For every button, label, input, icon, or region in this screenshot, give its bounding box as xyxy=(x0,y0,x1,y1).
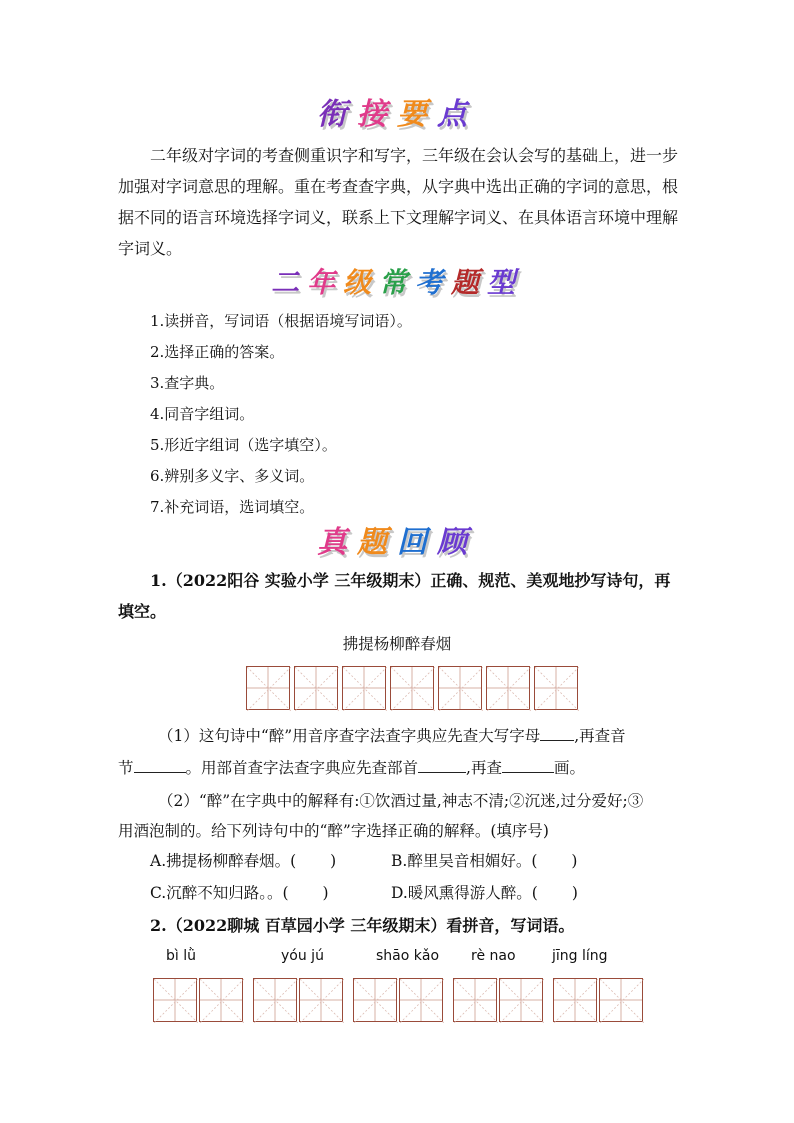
writing-cell[interactable] xyxy=(299,978,343,1022)
q1-sub1-text: ,再查 xyxy=(466,759,502,777)
pinyin-label: shāo kǎo xyxy=(376,948,440,964)
question-1-heading: 1.（2022阳谷 实验小学 三年级期末）正确、规范、美观地抄写诗句，再填空。 xyxy=(118,571,671,621)
writing-cell[interactable] xyxy=(499,978,543,1022)
writing-cell[interactable] xyxy=(438,666,482,710)
type-item: 6.辨别多义字、多义词。 xyxy=(150,467,315,485)
writing-cell[interactable] xyxy=(294,666,338,710)
poem-line: 拂提杨柳醉春烟 xyxy=(342,635,452,653)
word-grid xyxy=(253,978,343,1022)
option-text: B.醉里吴音相媚好。( xyxy=(391,852,538,870)
writing-cell[interactable] xyxy=(453,978,497,1022)
option-close: ) xyxy=(571,884,578,902)
writing-cell[interactable] xyxy=(486,666,530,710)
q1-sub1-line1 xyxy=(158,724,626,747)
q1-sub1-text: 画。 xyxy=(553,759,585,777)
q1-sub1-text: 。用部首查字法查字典应先查部首 xyxy=(185,759,419,777)
answer-blank[interactable] xyxy=(418,756,466,773)
type-item: 2.选择正确的答案。 xyxy=(150,343,285,361)
option-close: ) xyxy=(571,852,578,870)
pinyin-label: rè nao xyxy=(471,948,516,964)
pinyin-label: yóu jú xyxy=(281,948,324,964)
title-char: 题 xyxy=(451,266,488,299)
title-char: 二 xyxy=(270,266,307,299)
title-char: 真 xyxy=(317,525,357,560)
q1-sub1-text: （1）这句诗中“醉”用音序查字法查字典应先查大写字母 xyxy=(158,727,541,745)
title-char: 衔 xyxy=(317,97,357,132)
title-char: 顾 xyxy=(437,525,477,560)
intro-paragraph: 二年级对字词的考查侧重识字和写字，三年级在会认会写的基础上，进一步加强对字词意思的理解。重在考查查字典，从字典中选出正确的字词的意思，根据不同的语言环境选择字词义，联系上下文理解字词义、在具体语言环境中理解字词义。 xyxy=(118,146,679,258)
q1-sub2-line2: 用酒泡制的。给下列诗句中的“醉”字选择正确的解释。(填序号) xyxy=(118,822,549,840)
writing-cell[interactable] xyxy=(599,978,643,1022)
writing-cell[interactable] xyxy=(399,978,443,1022)
answer-blank[interactable] xyxy=(502,756,554,773)
option-d xyxy=(391,882,578,904)
pinyin-label: bì lǜ xyxy=(166,948,196,964)
title-char: 年 xyxy=(306,266,343,299)
answer-blank[interactable] xyxy=(540,724,574,741)
writing-cell[interactable] xyxy=(353,978,397,1022)
option-c xyxy=(150,882,329,904)
section-title-connection-points xyxy=(0,97,794,133)
writing-cell[interactable] xyxy=(342,666,386,710)
title-char: 要 xyxy=(397,97,437,132)
title-char: 接 xyxy=(357,97,397,132)
writing-cell[interactable] xyxy=(199,978,243,1022)
option-text: D.暖风熏得游人醉。( xyxy=(391,884,538,902)
writing-cell[interactable] xyxy=(246,666,290,710)
option-a xyxy=(150,850,336,872)
question-2-heading: 2.（2022聊城 百草园小学 三年级期末）看拼音，写词语。 xyxy=(150,916,575,935)
word-grid xyxy=(353,978,443,1022)
title-char: 考 xyxy=(415,266,452,299)
writing-cell[interactable] xyxy=(253,978,297,1022)
type-item: 3.查字典。 xyxy=(150,374,225,392)
writing-cell[interactable] xyxy=(153,978,197,1022)
pinyin-label: jīng líng xyxy=(552,948,608,964)
type-item: 4.同音字组词。 xyxy=(150,405,255,423)
q1-sub1-text: ,再查音 xyxy=(574,727,626,745)
q1-sub1-text: 节 xyxy=(118,759,134,777)
option-text: C.沉醉不知归路。。( xyxy=(150,884,289,902)
answer-blank[interactable] xyxy=(134,756,186,773)
option-text: A.拂提杨柳醉春烟。( xyxy=(150,852,297,870)
title-char: 题 xyxy=(357,525,397,560)
word-grid xyxy=(453,978,543,1022)
q1-sub1-line2 xyxy=(118,756,585,779)
title-char: 型 xyxy=(487,266,524,299)
option-close: ) xyxy=(322,884,329,902)
writing-cell[interactable] xyxy=(534,666,578,710)
type-item: 5.形近字组词（选字填空）。 xyxy=(150,436,337,454)
title-char: 点 xyxy=(437,97,477,132)
title-char: 常 xyxy=(378,266,415,299)
option-b xyxy=(391,850,577,872)
word-grid xyxy=(153,978,243,1022)
copy-grid xyxy=(246,666,578,710)
type-item: 1.读拼音，写词语（根据语境写词语）。 xyxy=(150,312,412,330)
q1-sub2-line1: （2）“醉”在字典中的解释有:①饮酒过量,神志不清;②沉迷,过分爱好;③ xyxy=(158,792,644,810)
section-title-common-types xyxy=(0,265,794,301)
writing-cell[interactable] xyxy=(553,978,597,1022)
writing-cell[interactable] xyxy=(390,666,434,710)
section-title-past-exams xyxy=(0,525,794,561)
type-item: 7.补充词语，选词填空。 xyxy=(150,498,315,516)
option-close: ) xyxy=(330,852,337,870)
title-char: 级 xyxy=(342,266,379,299)
title-char: 回 xyxy=(397,525,437,560)
word-grid xyxy=(553,978,643,1022)
